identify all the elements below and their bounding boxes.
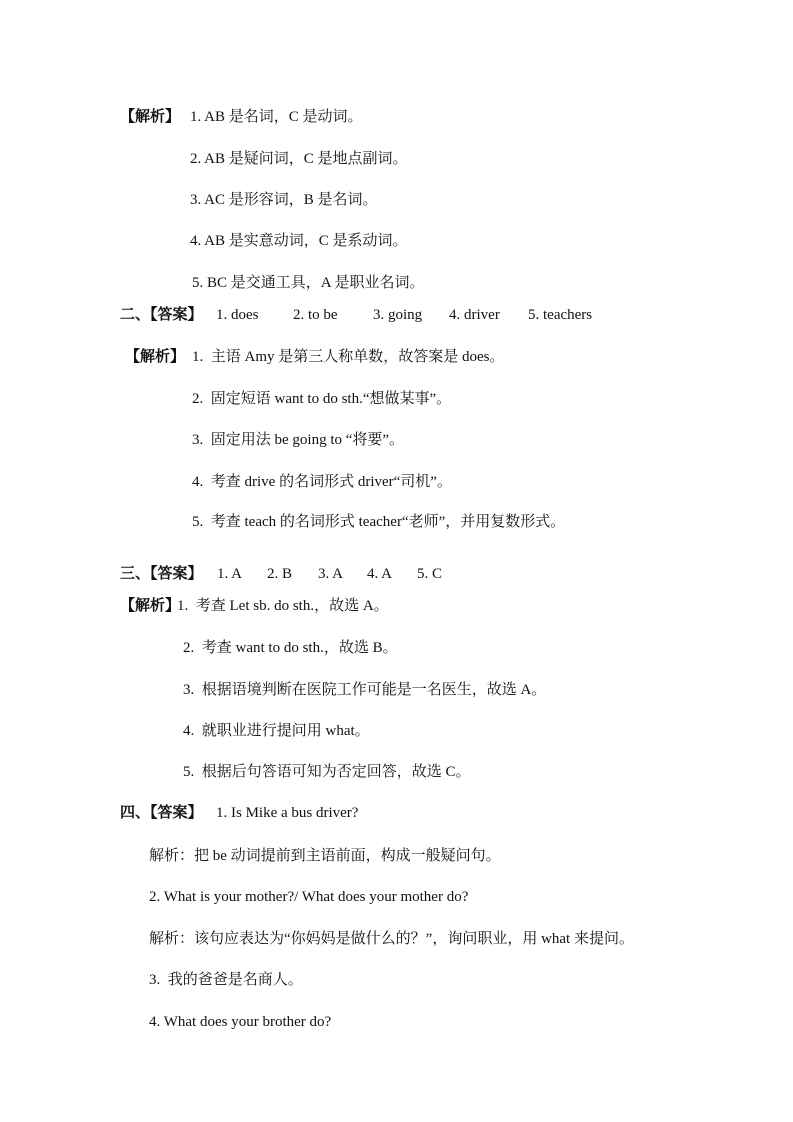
analysis-label: 【解析】: [120, 109, 181, 125]
answer-item: 5. teachers: [528, 307, 593, 323]
answer-item: 4. A: [367, 566, 393, 582]
answer-item: 4. What does your brother do?: [149, 1014, 332, 1030]
section-4-label: 四、【答案】: [120, 805, 203, 821]
answer-item: 4. driver: [449, 307, 500, 323]
analysis-item: 1. 考查 Let sb. do sth.，故选 A。: [177, 598, 389, 614]
analysis-item: 解析：该句应表达为“你妈妈是做什么的？”，询问职业，用 what 来提问。: [149, 931, 634, 947]
answer-item: 1. Is Mike a bus driver?: [216, 805, 359, 821]
answer-item: 3. 我的爸爸是名商人。: [149, 972, 303, 988]
answer-item: 1. does: [216, 307, 259, 323]
analysis-item: 4. AB 是实意动词，C 是系动词。: [190, 233, 408, 249]
analysis-item: 2. 固定短语 want to do sth.“想做某事”。: [192, 391, 452, 407]
analysis-item: 2. 考查 want to do sth.，故选 B。: [183, 640, 398, 656]
answer-item: 5. C: [417, 566, 443, 582]
answer-item: 2. What is your mother?/ What does your mother do?: [149, 889, 469, 905]
analysis-item: 4. 考查 drive 的名词形式 driver“司机”。: [192, 474, 452, 490]
section-2-label: 二、【答案】: [120, 307, 203, 323]
analysis-item: 1. 主语 Amy 是第三人称单数，故答案是 does。: [192, 349, 505, 365]
section-3-label: 三、【答案】: [120, 566, 203, 582]
analysis-item: 3. 固定用法 be going to “将要”。: [192, 432, 405, 448]
analysis-item: 3. AC 是形容词，B 是名词。: [190, 192, 378, 208]
analysis-item: 解析：把 be 动词提前到主语前面，构成一般疑问句。: [149, 848, 501, 864]
analysis-label: 【解析】: [120, 598, 181, 614]
answer-item: 3. A: [318, 566, 344, 582]
analysis-item: 4. 就职业进行提问用 what。: [183, 723, 370, 739]
answer-item: 2. to be: [293, 307, 338, 323]
analysis-item: 5. 考查 teach 的名词形式 teacher“老师”，并用复数形式。: [192, 514, 566, 530]
answer-item: 2. B: [267, 566, 293, 582]
analysis-item: 5. BC 是交通工具，A 是职业名词。: [192, 275, 425, 291]
analysis-item: 5. 根据后句答语可知为否定回答，故选 C。: [183, 764, 471, 780]
analysis-item: 2. AB 是疑问词，C 是地点副词。: [190, 151, 408, 167]
answer-item: 1. A: [217, 566, 243, 582]
answer-item: 3. going: [373, 307, 423, 323]
analysis-item: 3. 根据语境判断在医院工作可能是一名医生，故选 A。: [183, 682, 547, 698]
analysis-item: 1. AB 是名词，C 是动词。: [190, 109, 363, 125]
analysis-label: 【解析】: [125, 349, 186, 365]
